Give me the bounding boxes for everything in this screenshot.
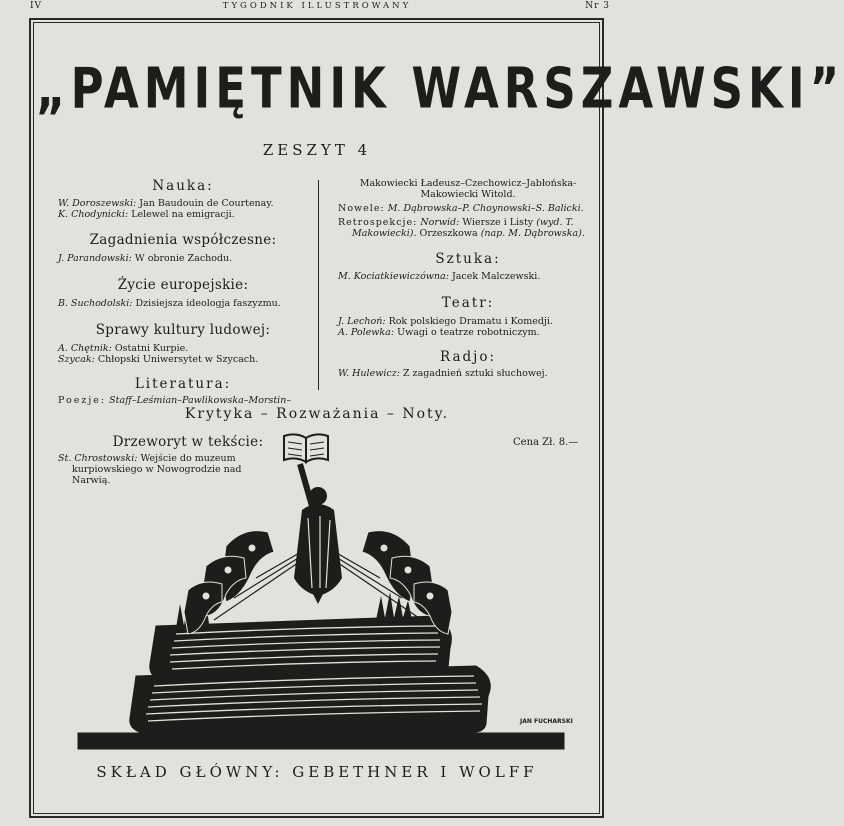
page-number: IV: [30, 1, 43, 11]
entry-title: Jan Baudouin de Courtenay.: [139, 198, 274, 209]
entry-label: Poezje:: [58, 395, 107, 406]
entry: [338, 327, 598, 338]
entry-title: Wiersze i Listy: [462, 217, 534, 228]
journal-running-title: TYGODNIK ILLUSTROWANY: [222, 1, 412, 11]
entry-author: K. Chodynicki:: [58, 209, 129, 220]
artist-signature: JAN FUCHARSKI: [520, 718, 573, 725]
entry-author: J. Lechoń:: [338, 316, 386, 327]
entry-author: A. Polewka:: [338, 327, 395, 338]
section-heading-sprawy: Sprawy kultury ludowej:: [95, 322, 271, 338]
entry-continuation: Makowiecki Ładeusz–Czechowicz–Jabłońska-Makowiecki Witold.: [359, 178, 577, 200]
entry: [338, 217, 598, 239]
entry-author: W. Hulewicz:: [338, 368, 400, 379]
section-heading-literatura: Literatura:: [134, 376, 232, 392]
entry-note: (wyd. T. Makowiecki).: [352, 217, 574, 239]
entry-author: Szycak:: [58, 354, 95, 365]
entry-title: Uwagi o teatrze robotniczym.: [397, 327, 540, 338]
issue-number: Nr 3: [585, 1, 610, 11]
section-heading-zycie: Życie europejskie:: [117, 277, 249, 293]
entry-author: W. Doroszewski:: [58, 198, 137, 209]
entry-author: Staff–Leśmian–Pawlikowska–Morstin–: [109, 395, 292, 406]
entry: [58, 298, 308, 309]
allegorical-figure: [294, 464, 342, 604]
issue-label: ZESZYT 4: [262, 141, 372, 159]
entry: [58, 198, 308, 209]
entry-title: Orzeszkowa: [419, 228, 478, 239]
entry: [338, 203, 598, 214]
masthead-title: „PAMIĘTNIK WARSZAWSKI”: [36, 56, 844, 121]
entry-label: Retrospekcje:: [338, 217, 418, 228]
entry-title: Z zagadnień sztuki słuchowej.: [402, 368, 548, 379]
entry-title: Lelewel na emigracji.: [131, 209, 235, 220]
section-heading-zagadnienia: Zagadnienia współczesne:: [89, 232, 277, 248]
entry-label: Nowele:: [338, 203, 385, 214]
entry: [58, 343, 308, 354]
entry: [338, 271, 598, 282]
entry-title: Dzisiejsza ideologja faszyzmu.: [135, 298, 281, 309]
horses-left: [184, 531, 274, 634]
entry: [58, 209, 308, 220]
entry: [58, 253, 308, 264]
entry-note: (nap. M. Dąbrowska).: [480, 228, 585, 239]
entry-author: M. Kociatkiewiczówna:: [338, 271, 449, 282]
section-heading-teatr: Teatr:: [441, 295, 495, 311]
entry-author: Norwid:: [420, 217, 460, 228]
entry-author: St. Chrostowski:: [58, 453, 138, 464]
column-divider: [318, 180, 319, 390]
plinth: [78, 733, 564, 749]
entry: [58, 354, 308, 365]
open-book-icon: [284, 434, 328, 462]
distributor-footer: SKŁAD GŁÓWNY: GEBETHNER I WOLFF: [96, 763, 538, 781]
krytyka-line: Krytyka – Rozważania – Noty.: [184, 406, 450, 422]
entry-author: B. Suchodolski:: [58, 298, 133, 309]
left-column: [58, 178, 308, 406]
entry-author: J. Parandowski:: [58, 253, 132, 264]
entry-author: M. Dąbrowska–P. Choynowski–S. Balicki.: [387, 203, 584, 214]
section-heading-nauka: Nauka:: [152, 178, 214, 194]
entry: [338, 368, 598, 379]
entry-title: Ostatni Kurpie.: [114, 343, 189, 354]
entry-title: Chłopski Uniwersytet w Szycach.: [97, 354, 259, 365]
entry-title: Rok polskiego Dramatu i Komedji.: [388, 316, 553, 327]
entry-author: A. Chętnik:: [58, 343, 112, 354]
right-column: [338, 178, 598, 379]
entry-title: Wejście do muzeum kurpiowskiego w Nowogrodzie nad Narwią.: [72, 453, 242, 486]
entry: [338, 316, 598, 327]
entry-title: W obronie Zachodu.: [134, 253, 233, 264]
woodcut-illustration: [76, 428, 566, 758]
section-heading-radjo: Radjo:: [439, 349, 497, 365]
section-heading-drzeworyt: Drzeworyt w tekście:: [112, 434, 264, 450]
entry: [58, 395, 308, 406]
section-heading-sztuka: Sztuka:: [435, 251, 501, 267]
entry-title: Jacek Malczewski.: [451, 271, 541, 282]
price-label: Cena Zł. 8.—: [513, 437, 579, 448]
